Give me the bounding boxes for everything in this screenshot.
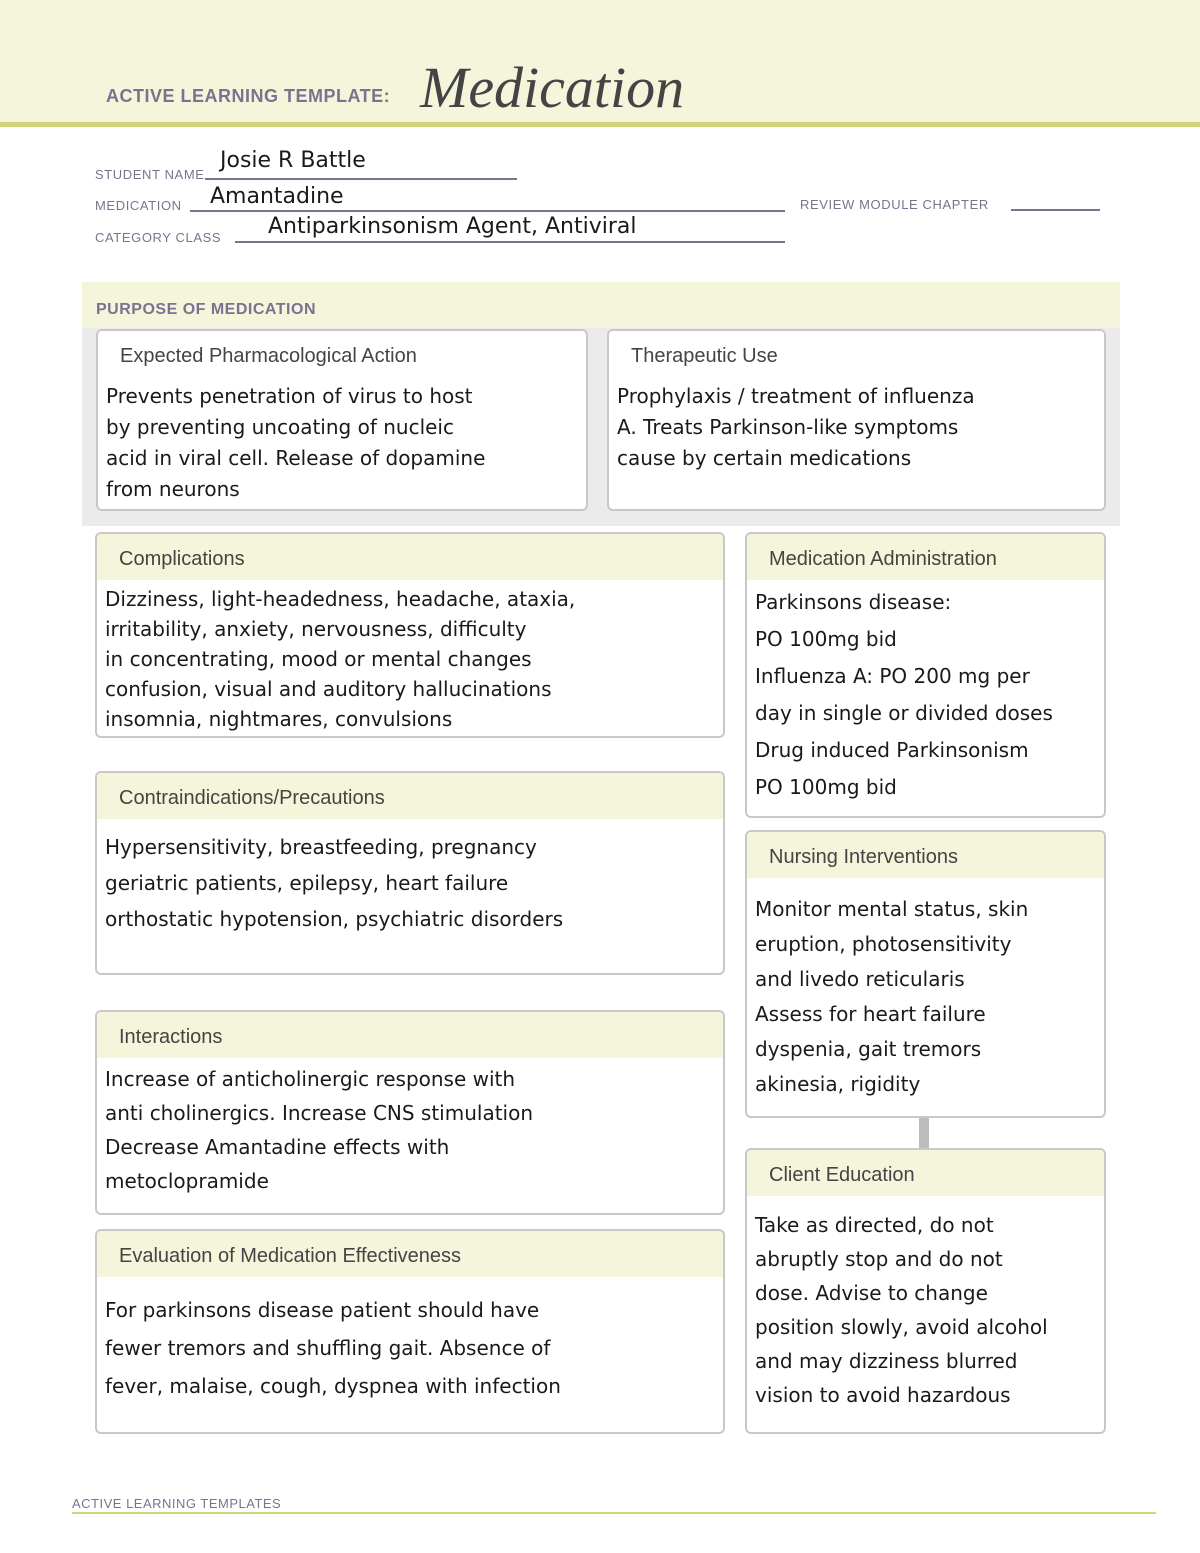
text-line: in concentrating, mood or mental changes xyxy=(105,647,532,671)
medication-administration-title: Medication Administration xyxy=(747,534,1104,580)
text-line: Assess for heart failure xyxy=(755,1002,986,1026)
medication-value[interactable]: Amantadine xyxy=(210,184,344,209)
text-line: For parkinsons disease patient should have xyxy=(105,1298,540,1322)
text-line: abruptly stop and do not xyxy=(755,1247,1003,1271)
text-line: PO 100mg bid xyxy=(755,775,897,799)
text-line: from neurons xyxy=(106,477,240,501)
text-line: irritability, anxiety, nervousness, difficulty xyxy=(105,617,527,641)
text-line: Parkinsons disease: xyxy=(755,590,952,614)
text-line: anti cholinergics. Increase CNS stimulation xyxy=(105,1101,534,1125)
text-line: vision to avoid hazardous xyxy=(755,1383,1011,1407)
client-education-text[interactable] xyxy=(747,1196,1104,1412)
evaluation-box xyxy=(95,1229,725,1434)
text-line: PO 100mg bid xyxy=(755,627,897,651)
therapeutic-use-text[interactable] xyxy=(609,377,1104,474)
contraindications-text[interactable] xyxy=(97,819,723,937)
interactions-box xyxy=(95,1010,725,1215)
text-line: Take as directed, do not xyxy=(755,1213,994,1237)
text-line: cause by certain medications xyxy=(617,446,912,470)
template-label: ACTIVE LEARNING TEMPLATE: xyxy=(106,86,391,106)
text-line: Influenza A: PO 200 mg per xyxy=(755,664,1030,688)
text-line: Monitor mental status, skin xyxy=(755,897,1029,921)
text-line: day in single or divided doses xyxy=(755,701,1053,725)
evaluation-title: Evaluation of Medication Effectiveness xyxy=(97,1231,723,1277)
interactions-title: Interactions xyxy=(97,1012,723,1058)
medication-administration-text[interactable] xyxy=(747,580,1104,806)
text-line: Prophylaxis / treatment of influenza xyxy=(617,384,975,408)
therapeutic-use-title: Therapeutic Use xyxy=(609,331,1104,377)
template-title: Medication xyxy=(420,55,685,120)
text-line: geriatric patients, epilepsy, heart failure xyxy=(105,871,509,895)
medication-label: MEDICATION xyxy=(95,198,182,213)
text-line: by preventing uncoating of nucleic xyxy=(106,415,454,439)
complications-box xyxy=(95,532,725,738)
category-class-line xyxy=(235,241,785,243)
complications-text[interactable] xyxy=(97,580,723,734)
client-education-title: Client Education xyxy=(747,1150,1104,1196)
box-connector xyxy=(919,1118,929,1148)
text-line: Drug induced Parkinsonism xyxy=(755,738,1029,762)
text-line: and may dizziness blurred xyxy=(755,1349,1018,1373)
text-line: orthostatic hypotension, psychiatric disorders xyxy=(105,907,564,931)
text-line: metoclopramide xyxy=(105,1169,269,1193)
text-line: Prevents penetration of virus to host xyxy=(106,384,473,408)
text-line: Hypersensitivity, breastfeeding, pregnancy xyxy=(105,835,537,859)
nursing-interventions-box xyxy=(745,830,1106,1118)
text-line: eruption, photosensitivity xyxy=(755,932,1012,956)
text-line: and livedo reticularis xyxy=(755,967,965,991)
text-line: A. Treats Parkinson-like symptoms xyxy=(617,415,959,439)
text-line: dyspenia, gait tremors xyxy=(755,1037,982,1061)
review-module-line xyxy=(1011,209,1100,211)
expected-action-box xyxy=(96,329,588,511)
text-line: dose. Advise to change xyxy=(755,1281,988,1305)
student-name-value[interactable]: Josie R Battle xyxy=(220,148,366,173)
complications-title: Complications xyxy=(97,534,723,580)
interactions-text[interactable] xyxy=(97,1058,723,1198)
text-line: Dizziness, light-headedness, headache, ataxia, xyxy=(105,587,576,611)
evaluation-text[interactable] xyxy=(97,1277,723,1405)
text-line: akinesia, rigidity xyxy=(755,1072,921,1096)
medication-line xyxy=(190,210,785,212)
contraindications-box xyxy=(95,771,725,975)
footer-rule xyxy=(72,1512,1156,1514)
client-education-box xyxy=(745,1148,1106,1434)
text-line: acid in viral cell. Release of dopamine xyxy=(106,446,486,470)
medication-administration-box xyxy=(745,532,1106,818)
category-class-label: CATEGORY CLASS xyxy=(95,230,222,245)
purpose-label: PURPOSE OF MEDICATION xyxy=(96,301,316,318)
text-line: confusion, visual and auditory hallucinations xyxy=(105,677,552,701)
footer-label: ACTIVE LEARNING TEMPLATES xyxy=(72,1496,282,1511)
text-line: fewer tremors and shuffling gait. Absence of xyxy=(105,1336,551,1360)
student-name-label: STUDENT NAME xyxy=(95,167,205,182)
expected-action-title: Expected Pharmacological Action xyxy=(98,331,586,377)
text-line: insomnia, nightmares, convulsions xyxy=(105,707,453,731)
expected-action-text[interactable] xyxy=(98,377,586,505)
text-line: position slowly, avoid alcohol xyxy=(755,1315,1048,1339)
text-line: Decrease Amantadine effects with xyxy=(105,1135,450,1159)
nursing-interventions-title: Nursing Interventions xyxy=(747,832,1104,878)
header-rule xyxy=(0,122,1200,127)
review-module-label: REVIEW MODULE CHAPTER xyxy=(800,197,989,212)
text-line: Increase of anticholinergic response with xyxy=(105,1067,516,1091)
text-line: fever, malaise, cough, dyspnea with infection xyxy=(105,1374,561,1398)
category-class-value[interactable]: Antiparkinsonism Agent, Antiviral xyxy=(268,214,637,239)
student-name-line xyxy=(205,178,517,180)
nursing-interventions-text[interactable] xyxy=(747,878,1104,1102)
contraindications-title: Contraindications/Precautions xyxy=(97,773,723,819)
therapeutic-use-box xyxy=(607,329,1106,511)
